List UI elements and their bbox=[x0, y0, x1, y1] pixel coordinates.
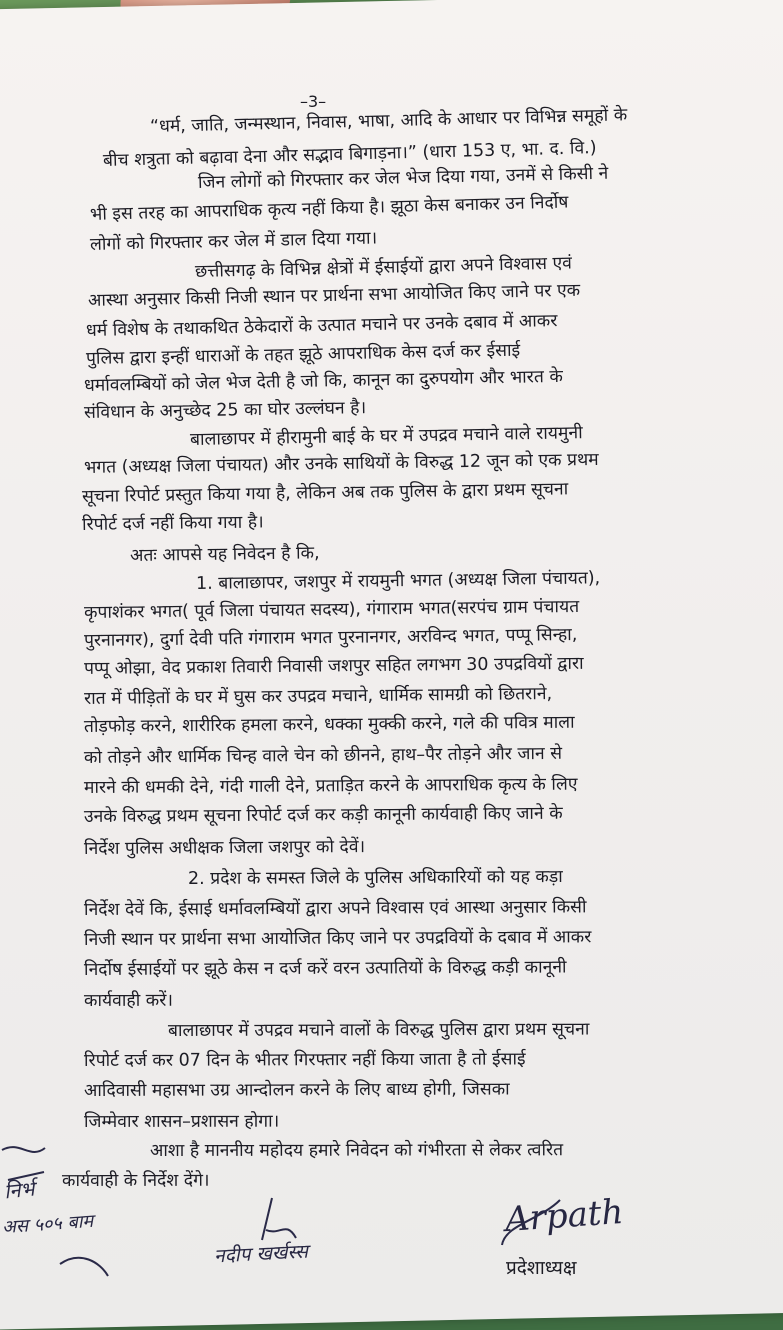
body-line: तोड़फोड़ करने, शारीरिक हमला करने, धक्का मुक्की करने, गले की पवित्र माला bbox=[83, 712, 575, 737]
body-line: संविधान के अनुच्छेद 25 का घोर उल्लंघन है। bbox=[83, 398, 367, 423]
body-line: पुरनानगर), दुर्गा देवी पति गंगाराम भगत पुरनानगर, अरविन्द भगत, पप्पू सिन्हा, bbox=[83, 624, 578, 651]
handwritten-note: अस ५०५ बाम bbox=[1, 1210, 94, 1239]
body-line: को तोड़ने और धार्मिक चिन्ह वाले चेन को छीनने, हाथ–पैर तोड़ने और जान से bbox=[83, 743, 563, 768]
body-line: पुलिस द्वारा इन्हीं धाराओं के तहत झूठे आपराधिक केस दर्ज कर ईसाई bbox=[85, 340, 521, 369]
body-line: जिन लोगों को गिरफ्तार कर जेल भेज दिया गया, उनमें से किसी ने bbox=[197, 163, 609, 193]
handwritten-note: निर्भ bbox=[2, 1176, 36, 1204]
body-line: कार्यवाही के निर्देश देंगे। bbox=[61, 1170, 210, 1191]
body-line: कार्यवाही करें। bbox=[83, 990, 174, 1011]
body-line: पप्पू ओझा, वेद प्रकाश तिवारी निवासी जशपुर सहित लगभग 30 उपद्रवियों द्वारा bbox=[83, 653, 584, 679]
body-line: बालाछापर में हीरामुनी बाई के घर में उपद्रव मचाने वाले रायमुनी bbox=[189, 423, 583, 450]
body-line: उनके विरुद्ध प्रथम सूचना रिपोर्ट दर्ज कर कड़ी कानूनी कार्यवाही किए जाने के bbox=[83, 803, 563, 827]
body-line: भगत (अध्यक्ष जिला पंचायत) और उनके साथियों के विरुद्ध 12 जून को एक प्रथम bbox=[83, 449, 599, 478]
body-line: छत्तीसगढ़ के विभिन्न क्षेत्रों में ईसाईयों द्वारा अपने विश्वास एवं bbox=[194, 253, 573, 282]
signature: Arpath bbox=[503, 1191, 625, 1241]
body-line: सूचना रिपोर्ट प्रस्तुत किया गया है, लेकिन अब तक पुलिस के द्वारा प्रथम सूचना bbox=[81, 479, 569, 507]
body-line: धर्म विशेष के तथाकथित ठेकेदारों के उत्पात मचाने पर उनके दबाव में आकर bbox=[85, 311, 558, 341]
body-line: बीच शत्रुता को बढ़ावा देना और सद्भाव बिगाड़ना।” (धारा 153 ए, भा. द. वि.) bbox=[102, 138, 597, 171]
body-line: निर्देश पुलिस अधीक्षक जिला जशपुर को देवें। bbox=[83, 837, 366, 859]
body-line: अतः आपसे यह निवेदन है कि, bbox=[129, 543, 320, 566]
body-line: 1. बालाछापर, जशपुर में रायमुनी भगत (अध्यक्ष जिला पंचायत), bbox=[195, 568, 601, 594]
body-line: रिपोर्ट दर्ज नहीं किया गया है। bbox=[81, 512, 264, 535]
body-line: 2. प्रदेश के समस्त जिले के पुलिस अधिकारियों को यह कड़ा bbox=[187, 867, 563, 889]
body-line: आस्था अनुसार किसी निजी स्थान पर प्रार्थना सभा आयोजित किए जाने पर एक bbox=[87, 280, 581, 311]
body-line: निर्दोष ईसाईयों पर झूठे केस न दर्ज करें वरन उत्पातियों के विरुद्ध कड़ी कानूनी bbox=[83, 957, 567, 980]
body-line: लोगों को गिरफ्तार कर जेल में डाल दिया गया। bbox=[89, 228, 378, 255]
body-line: बालाछापर में उपद्रव मचाने वालों के विरुद्ध पुलिस द्वारा प्रथम सूचना bbox=[167, 1019, 590, 1041]
body-line: कृपाशंकर भगत( पूर्व जिला पंचायत सदस्य), गंगाराम भगत(सरपंच ग्राम पंचायत bbox=[83, 596, 580, 623]
body-line: जिम्मेवार शासन–प्रशासन होगा। bbox=[83, 1111, 280, 1132]
designation: प्रदेशाध्यक्ष bbox=[506, 1257, 577, 1279]
page-number: –3– bbox=[300, 92, 327, 111]
body-line: भी इस तरह का आपराधिक कृत्य नहीं किया है। झूठा केस बनाकर उन निर्दोष bbox=[89, 192, 569, 225]
body-line: “धर्म, जाति, जन्मस्थान, निवास, भाषा, आदि के आधार पर विभिन्न समूहों के bbox=[149, 105, 628, 137]
body-line: निजी स्थान पर प्रार्थना सभा आयोजित किए जाने पर उपद्रवियों के दबाव में आकर bbox=[83, 927, 592, 950]
body-line: आदिवासी महासभा उग्र आन्दोलन करने के लिए बाध्य होगी, जिसका bbox=[83, 1079, 510, 1101]
handwritten-name: नदीप खर्खस्स bbox=[213, 1240, 309, 1268]
body-line: रिपोर्ट दर्ज कर 07 दिन के भीतर गिरफ्तार नहीं किया जाता है तो ईसाई bbox=[83, 1049, 526, 1071]
body-line: रात में पीड़ितों के घर में घुस कर उपद्रव मचाने, धार्मिक सामग्री को छितराने, bbox=[83, 684, 553, 709]
body-line: आशा है माननीय महोदय हमारे निवेदन को गंभीरता से लेकर त्वरित bbox=[149, 1140, 564, 1161]
body-line: धर्मावलम्बियों को जेल भेज देती है जो कि, कानून का दुरुपयोग और भारत के bbox=[83, 366, 564, 396]
body-line: निर्देश देवें कि, ईसाई धर्मावलम्बियों द्वारा अपने विश्वास एवं आस्था अनुसार किसी bbox=[83, 897, 587, 920]
body-line: मारने की धमकी देने, गंदी गाली देने, प्रताड़ित करने के आपराधिक कृत्य के लिए bbox=[83, 774, 578, 798]
